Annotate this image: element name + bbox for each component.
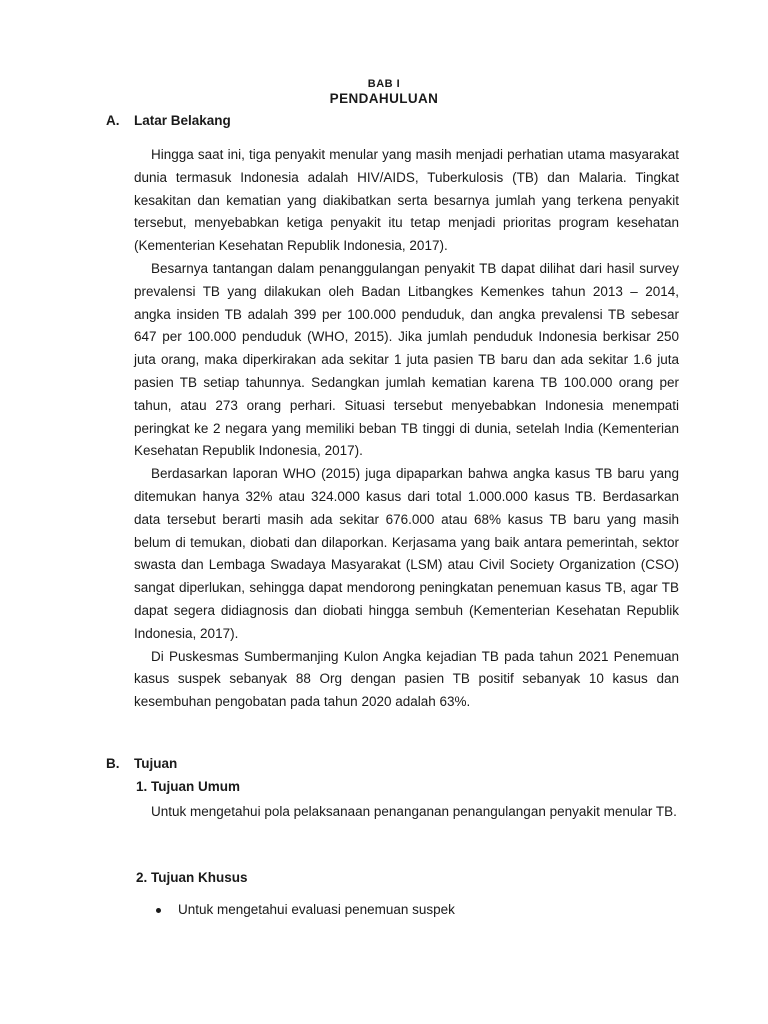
chapter-number: BAB I [367,78,401,90]
paragraph: Di Puskesmas Sumbermanjing Kulon Angka kejadian TB pada tahun 2021 Penemuan kasus suspek sebanyak 88 Org dengan pasien TB positif sebanyak 10 kasus dan kesembuhan pengobatan pada tahun 2020 adalah 63%. [134,648,679,710]
paragraph: Berdasarkan laporan WHO (2015) juga dipaparkan bahwa angka kasus TB baru yang ditemukan hanya 32% atau 324.000 kasus dari total 1.000.000 kasus TB. Berdasarkan data tersebut berarti masih ada sekitar 676.000 atau 68% kasus TB baru yang masih belum di temukan, diobati dan dilaporkan. Kerjasama yang baik antara pemerintah, sektor swasta dan Lembaga Swadaya Masyarakat (LSM) atau Civil Society Organization (CSO) sangat diperlukan, sehingga dapat mendorong peningkatan penemuan kasus TB, agar TB dapat segera didiagnosis dan diobati hingga sembuh (Kementerian Kesehatan Republik Indonesia, 2017). [134,466,679,641]
paragraph: Hingga saat ini, tiga penyakit menular yang masih menjadi perhatian utama masyarakat dunia termasuk Indonesia adalah HIV/AIDS, Tuberkulosis (TB) dan Malaria. Tingkat kesakitan dan kematian yang diakibatkan serta besarnya jumlah yang terkena penyakit tersebut, menyebabkan ketiga penyakit itu tetap menjadi prioritas program kesehatan (Kementerian Kesehatan Republik Indonesia, 2017). [134,147,679,254]
section-a-letter: A. [106,113,120,128]
paragraph: Besarnya tantangan dalam penanggulangan penyakit TB dapat dilihat dari hasil survey prevalensi TB yang dilakukan oleh Badan Litbangkes Kemenkes tahun 2013 – 2014, angka insiden TB adalah 399 per 100.000 penduduk, dan angka prevalensi TB sebesar 647 per 100.000 penduduk (WHO, 2015). Jika jumlah penduduk Indonesia berkisar 250 juta orang, maka diperkirakan ada sekitar 1 juta pasien TB baru dan ada sekitar 1.6 juta pasien TB setiap tahunnya. Sedangkan jumlah kematian karena TB 100.000 orang per tahun, atau 273 orang perhari. Situasi tersebut menyebabkan Indonesia menempati peringkat ke 2 negara yang memiliki beban TB tinggi di dunia, setelah India (Kementerian Kesehatan Republik Indonesia, 2017). [134,260,679,459]
subsection-general-goal-text: Untuk mengetahui pola pelaksanaan penanganan penangulangan penyakit menular TB. [151,804,677,819]
list-item [156,902,455,917]
subsection-specific-goal-title: 2. Tujuan Khusus [136,870,248,885]
section-a-body [134,144,679,714]
section-b-title: Tujuan [134,756,178,771]
specific-goal-list [156,902,455,917]
section-b-letter: B. [106,756,120,771]
chapter-title: PENDAHULUAN [329,91,439,106]
bullet-icon [156,908,161,913]
section-a-title: Latar Belakang [134,113,231,128]
section-a-heading [106,113,231,128]
section-b-heading [106,756,177,771]
list-item-text: Untuk mengetahui evaluasi penemuan suspek [178,902,455,917]
subsection-general-goal-title: 1. Tujuan Umum [136,779,241,794]
